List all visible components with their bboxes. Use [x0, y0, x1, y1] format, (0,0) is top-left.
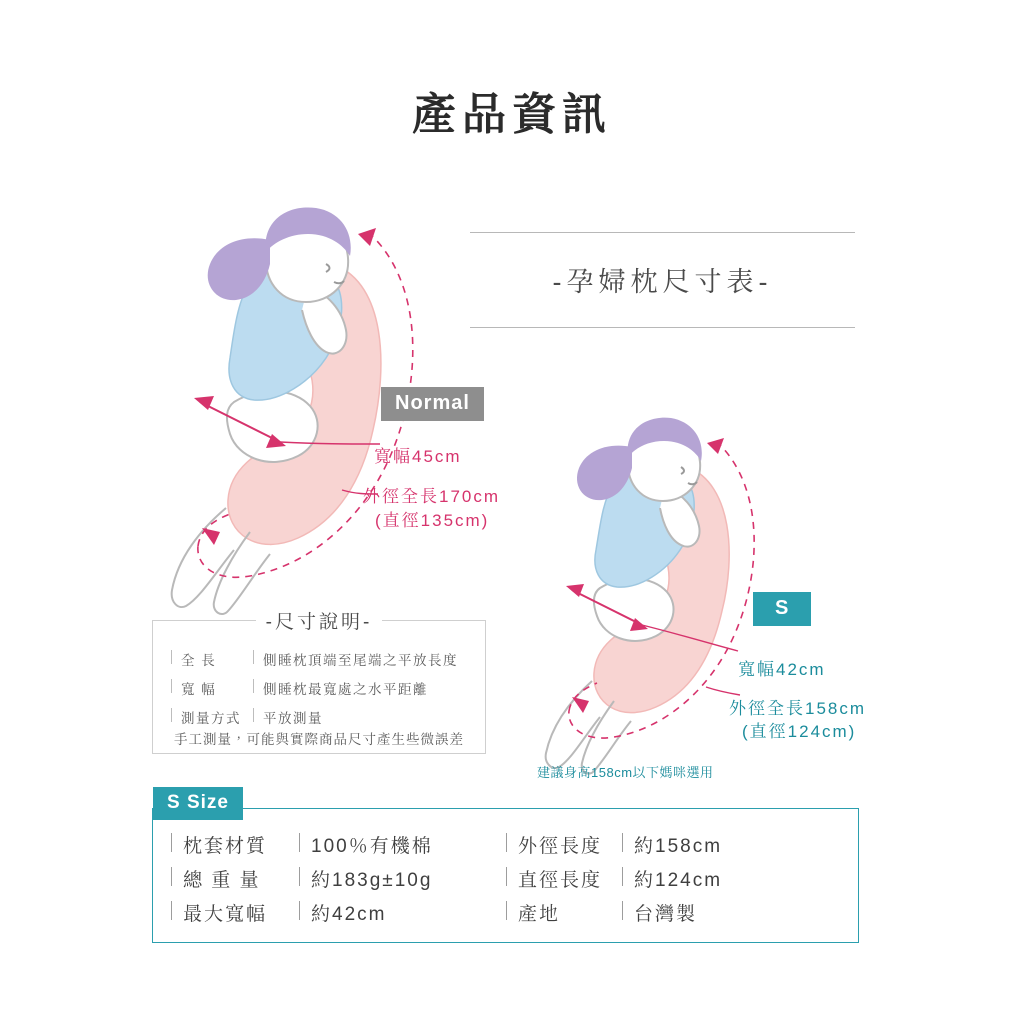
- spec-key: 產地: [506, 899, 622, 926]
- table-row: [506, 861, 841, 895]
- table-row: [171, 827, 506, 861]
- bottom-arrow-head: [202, 528, 220, 545]
- spec-table: [152, 808, 859, 943]
- size-explanation-title-text: -尺寸說明-: [256, 612, 383, 633]
- spec-key: 總 重 量: [171, 865, 299, 892]
- normal-width-label: 寬幅45cm: [374, 447, 462, 466]
- outer-arrow-head: [358, 228, 376, 246]
- note-key: 測量方式: [171, 707, 253, 727]
- spec-value: 約183g±10g: [299, 865, 432, 892]
- size-table-heading-text: -孕婦枕尺寸表-: [552, 267, 773, 297]
- shorts-shape-s: [594, 579, 674, 641]
- note-value: 側睡枕頂端至尾端之平放長度: [253, 649, 458, 669]
- bottom-arrow-head-s: [572, 697, 589, 713]
- size-explanation-footer: 手工測量，可能與實際商品尺寸產生些微誤差: [174, 732, 464, 747]
- small-width-label: 寬幅42cm: [738, 660, 826, 679]
- small-diameter-label: (直徑124cm): [742, 722, 857, 741]
- list-item: [167, 678, 471, 698]
- note-value: 平放測量: [253, 707, 323, 727]
- size-explanation-title: [153, 607, 485, 634]
- spec-value: 約42cm: [299, 899, 386, 926]
- table-row: [171, 861, 506, 895]
- spec-key: 外徑長度: [506, 831, 622, 858]
- spec-key: 枕套材質: [171, 831, 299, 858]
- size-explanation-rows: [167, 649, 471, 736]
- spec-size-badge: S Size: [153, 787, 243, 820]
- page-title: 產品資訊: [412, 90, 612, 139]
- note-value: 側睡枕最寬處之水平距離: [253, 678, 428, 698]
- shorts-shape: [227, 391, 318, 462]
- note-key: 寬 幅: [171, 678, 253, 698]
- small-badge: S: [753, 592, 811, 626]
- size-explanation-box: [152, 612, 486, 754]
- table-row: [506, 827, 841, 861]
- list-item: [167, 707, 471, 727]
- list-item: [167, 649, 471, 669]
- table-row: [171, 895, 506, 929]
- spec-value: 100％有機棉: [299, 831, 433, 858]
- spec-value: 約124cm: [622, 865, 722, 892]
- leg-outline-1: [172, 508, 234, 607]
- table-row: [506, 895, 841, 929]
- small-outer-length-label: 外徑全長158cm: [729, 699, 867, 718]
- spec-key: 最大寬幅: [171, 899, 299, 926]
- normal-outer-length-label: 外徑全長170cm: [363, 487, 501, 506]
- note-key: 全 長: [171, 649, 253, 669]
- small-recommend-note: 建議身高158cm以下媽咪選用: [537, 765, 714, 780]
- spec-column-right: [506, 827, 841, 929]
- spec-columns: [171, 827, 841, 929]
- normal-diameter-label: (直徑135cm): [375, 511, 490, 530]
- outer-arrow-head-s: [707, 438, 724, 454]
- spec-value: 約158cm: [622, 831, 722, 858]
- spec-key: 直徑長度: [506, 865, 622, 892]
- spec-value: 台灣製: [622, 899, 697, 926]
- spec-column-left: [171, 827, 506, 929]
- normal-badge: Normal: [381, 387, 484, 421]
- normal-pillow-illustration: [130, 190, 550, 620]
